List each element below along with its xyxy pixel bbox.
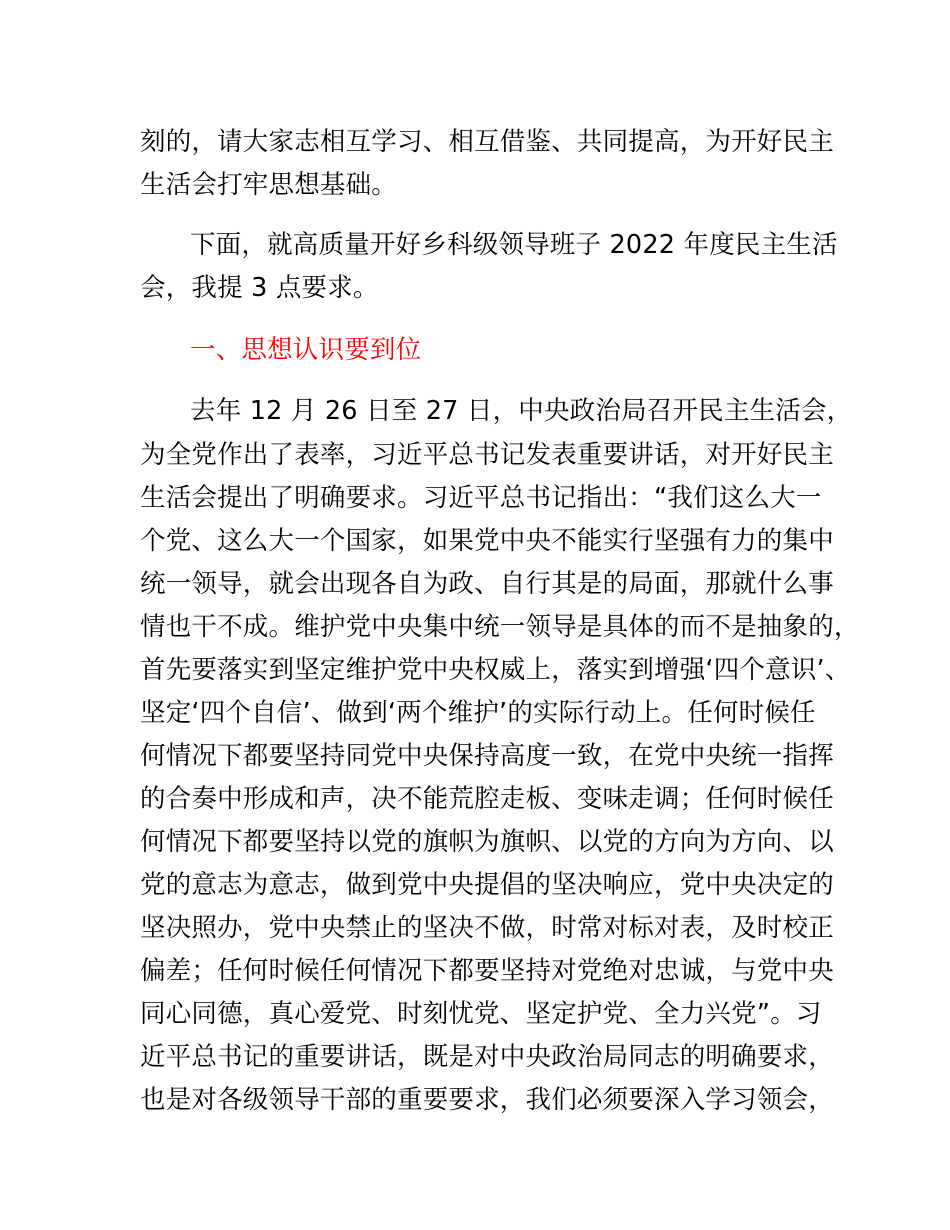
section-heading-1: 一、思想认识要到位: [190, 335, 422, 365]
paragraph-3-line-2: 为全党作出了表率，习近平总书记发表重要讲话，对开好民主: [140, 440, 834, 470]
paragraph-3-line-10: 的合奏中形成和声，决不能荒腔走板、变味走调；任何时候任: [140, 784, 834, 814]
paragraph-3-line-16: 近平总书记的重要讲话，既是对中央政治局同志的明确要求，: [140, 1042, 834, 1072]
paragraph-3-line-8: 坚定‘四个自信’、做到‘两个维护’的实际行动上。任何时候任: [140, 698, 816, 728]
paragraph-3-line-17: 也是对各级领导干部的重要要求，我们必须要深入学习领会，: [140, 1085, 834, 1115]
paragraph-3-line-4: 个党、这么大一个国家，如果党中央不能实行坚强有力的集中: [140, 526, 834, 556]
paragraph-1-line-1: 刻的，请大家志相互学习、相互借鉴、共同提高，为开好民主: [140, 127, 834, 157]
paragraph-3-line-5: 统一领导，就会出现各自为政、自行其是的局面，那就什么事: [140, 569, 834, 599]
paragraph-3-line-3: 生活会提出了明确要求。习近平总书记指出：“我们这么大一: [140, 483, 822, 513]
paragraph-3-line-12: 党的意志为意志，做到党中央提倡的坚决响应，党中央决定的: [140, 870, 834, 900]
paragraph-3-line-13: 坚决照办，党中央禁止的坚决不做，时常对标对表，及时校正: [140, 913, 834, 943]
paragraph-3-line-9: 何情况下都要坚持同党中央保持高度一致，在党中央统一指挥: [140, 741, 834, 771]
paragraph-3-line-14: 偏差；任何时候任何情况下都要坚持对党绝对忠诚，与党中央: [140, 956, 834, 986]
paragraph-2-line-1: 下面，就高质量开好乡科级领导班子 2022 年度民主生活: [190, 230, 838, 260]
paragraph-3-line-1: 去年 12 月 26 日至 27 日，中央政治局召开民主生活会，: [190, 396, 853, 426]
paragraph-3-line-7: 首先要落实到坚定维护党中央权威上，落实到增强‘四个意识’、: [140, 655, 851, 685]
paragraph-1-line-2: 生活会打牢思想基础。: [140, 170, 398, 200]
paragraph-3-line-11: 何情况下都要坚持以党的旗帜为旗帜、以党的方向为方向、以: [140, 827, 834, 857]
paragraph-3-line-6: 情也干不成。维护党中央集中统一领导是具体的而不是抽象的，: [140, 612, 860, 642]
paragraph-2-line-2: 会，我提 3 点要求。: [140, 273, 379, 303]
paragraph-3-line-15: 同心同德，真心爱党、时刻忧党、坚定护党、全力兴党”。习: [140, 999, 822, 1029]
